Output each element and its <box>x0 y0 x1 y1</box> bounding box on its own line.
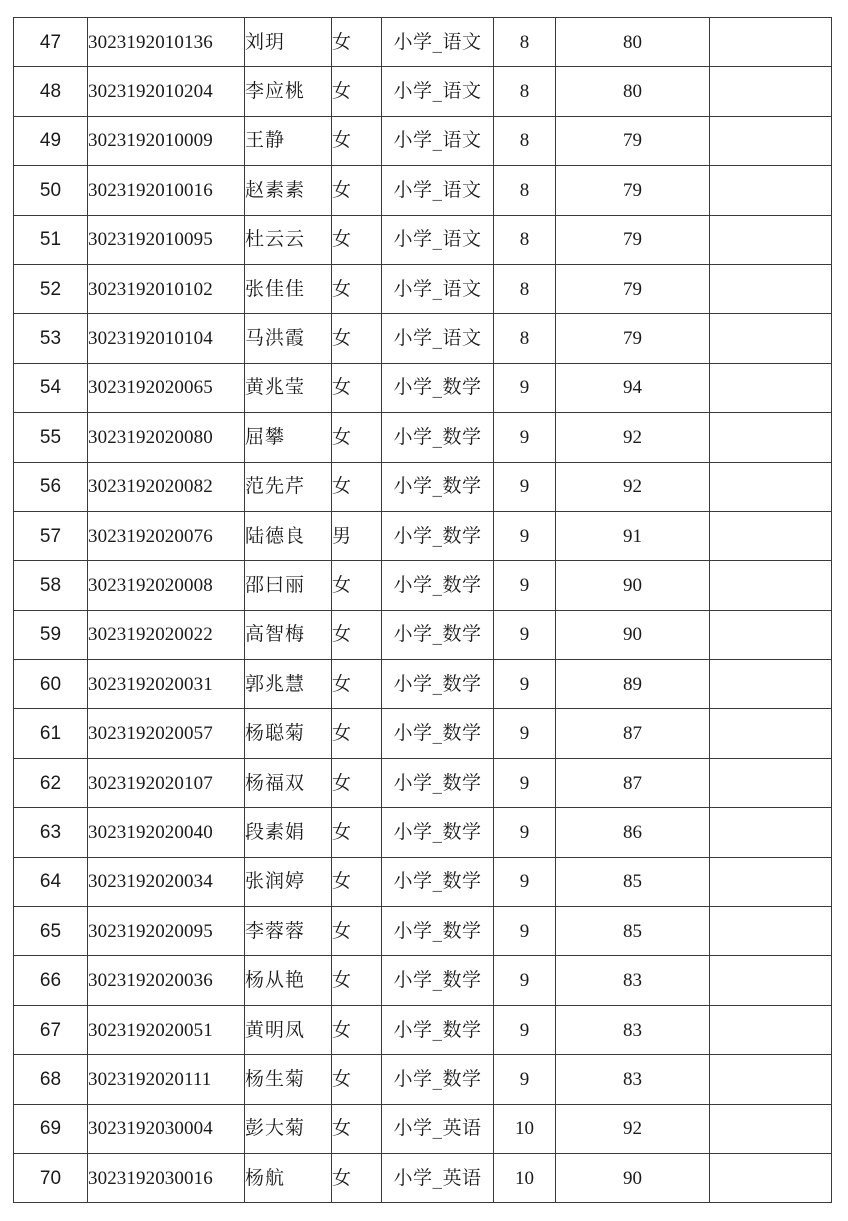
seq-number-cell: 61 <box>14 709 88 758</box>
exam-id-cell: 3023192020057 <box>88 709 245 758</box>
subject-cell: 小学_数学 <box>382 907 494 956</box>
table-row <box>14 314 832 363</box>
table-row <box>14 956 832 1005</box>
name-cell: 赵素素 <box>245 166 332 215</box>
remark-cell <box>710 758 832 807</box>
name-cell: 张佳佳 <box>245 264 332 313</box>
remark-cell <box>710 1055 832 1104</box>
table-row <box>14 18 832 67</box>
seq-number-cell: 48 <box>14 67 88 116</box>
group-cell: 9 <box>494 956 556 1005</box>
name-cell: 杜云云 <box>245 215 332 264</box>
seq-number-cell: 64 <box>14 857 88 906</box>
subject-cell: 小学_数学 <box>382 660 494 709</box>
name-cell: 段素娟 <box>245 808 332 857</box>
remark-cell <box>710 857 832 906</box>
gender-cell: 女 <box>332 363 382 412</box>
group-cell: 9 <box>494 808 556 857</box>
score-cell: 79 <box>556 116 710 165</box>
score-cell: 83 <box>556 1055 710 1104</box>
score-cell: 79 <box>556 264 710 313</box>
seq-number-cell: 66 <box>14 956 88 1005</box>
name-cell: 黄明凤 <box>245 1005 332 1054</box>
remark-cell <box>710 561 832 610</box>
exam-id-cell: 3023192010104 <box>88 314 245 363</box>
name-cell: 杨聪菊 <box>245 709 332 758</box>
remark-cell <box>710 413 832 462</box>
exam-id-cell: 3023192020008 <box>88 561 245 610</box>
group-cell: 10 <box>494 1104 556 1153</box>
seq-number-cell: 58 <box>14 561 88 610</box>
group-cell: 9 <box>494 758 556 807</box>
seq-number-cell: 47 <box>14 18 88 67</box>
roster-body <box>14 18 832 1203</box>
group-cell: 8 <box>494 166 556 215</box>
group-cell: 9 <box>494 660 556 709</box>
name-cell: 杨福双 <box>245 758 332 807</box>
gender-cell: 女 <box>332 1153 382 1202</box>
seq-number-cell: 54 <box>14 363 88 412</box>
group-cell: 10 <box>494 1153 556 1202</box>
gender-cell: 女 <box>332 314 382 363</box>
group-cell: 8 <box>494 215 556 264</box>
remark-cell <box>710 660 832 709</box>
name-cell: 李应桃 <box>245 67 332 116</box>
roster-sheet <box>13 17 832 1203</box>
score-cell: 90 <box>556 1153 710 1202</box>
score-cell: 83 <box>556 1005 710 1054</box>
score-cell: 90 <box>556 610 710 659</box>
score-cell: 79 <box>556 166 710 215</box>
remark-cell <box>710 462 832 511</box>
exam-id-cell: 3023192020034 <box>88 857 245 906</box>
subject-cell: 小学_语文 <box>382 264 494 313</box>
gender-cell: 女 <box>332 18 382 67</box>
exam-id-cell: 3023192020031 <box>88 660 245 709</box>
gender-cell: 男 <box>332 511 382 560</box>
group-cell: 9 <box>494 413 556 462</box>
gender-cell: 女 <box>332 956 382 1005</box>
roster-table <box>13 17 832 1203</box>
table-row <box>14 67 832 116</box>
seq-number-cell: 57 <box>14 511 88 560</box>
subject-cell: 小学_语文 <box>382 67 494 116</box>
seq-number-cell: 67 <box>14 1005 88 1054</box>
gender-cell: 女 <box>332 808 382 857</box>
gender-cell: 女 <box>332 215 382 264</box>
subject-cell: 小学_语文 <box>382 215 494 264</box>
remark-cell <box>710 709 832 758</box>
group-cell: 9 <box>494 561 556 610</box>
name-cell: 杨从艳 <box>245 956 332 1005</box>
group-cell: 8 <box>494 67 556 116</box>
gender-cell: 女 <box>332 907 382 956</box>
table-row <box>14 1104 832 1153</box>
remark-cell <box>710 116 832 165</box>
table-row <box>14 709 832 758</box>
gender-cell: 女 <box>332 1055 382 1104</box>
score-cell: 85 <box>556 907 710 956</box>
subject-cell: 小学_英语 <box>382 1104 494 1153</box>
score-cell: 91 <box>556 511 710 560</box>
group-cell: 8 <box>494 116 556 165</box>
remark-cell <box>710 67 832 116</box>
exam-id-cell: 3023192020040 <box>88 808 245 857</box>
exam-id-cell: 3023192030016 <box>88 1153 245 1202</box>
group-cell: 9 <box>494 610 556 659</box>
subject-cell: 小学_语文 <box>382 116 494 165</box>
name-cell: 范先芹 <box>245 462 332 511</box>
subject-cell: 小学_语文 <box>382 166 494 215</box>
name-cell: 马洪霞 <box>245 314 332 363</box>
exam-id-cell: 3023192010016 <box>88 166 245 215</box>
remark-cell <box>710 511 832 560</box>
gender-cell: 女 <box>332 166 382 215</box>
gender-cell: 女 <box>332 660 382 709</box>
name-cell: 张润婷 <box>245 857 332 906</box>
exam-id-cell: 3023192020022 <box>88 610 245 659</box>
group-cell: 9 <box>494 363 556 412</box>
remark-cell <box>710 808 832 857</box>
gender-cell: 女 <box>332 857 382 906</box>
group-cell: 9 <box>494 511 556 560</box>
gender-cell: 女 <box>332 758 382 807</box>
name-cell: 邵曰丽 <box>245 561 332 610</box>
exam-id-cell: 3023192010095 <box>88 215 245 264</box>
table-row <box>14 758 832 807</box>
exam-id-cell: 3023192010102 <box>88 264 245 313</box>
score-cell: 86 <box>556 808 710 857</box>
table-row <box>14 561 832 610</box>
table-row <box>14 857 832 906</box>
remark-cell <box>710 1153 832 1202</box>
group-cell: 9 <box>494 907 556 956</box>
table-row <box>14 511 832 560</box>
subject-cell: 小学_数学 <box>382 709 494 758</box>
table-row <box>14 215 832 264</box>
subject-cell: 小学_数学 <box>382 610 494 659</box>
exam-id-cell: 3023192020107 <box>88 758 245 807</box>
remark-cell <box>710 264 832 313</box>
group-cell: 9 <box>494 857 556 906</box>
name-cell: 黄兆莹 <box>245 363 332 412</box>
gender-cell: 女 <box>332 1104 382 1153</box>
subject-cell: 小学_数学 <box>382 758 494 807</box>
name-cell: 彭大菊 <box>245 1104 332 1153</box>
table-row <box>14 116 832 165</box>
subject-cell: 小学_数学 <box>382 511 494 560</box>
score-cell: 83 <box>556 956 710 1005</box>
seq-number-cell: 62 <box>14 758 88 807</box>
gender-cell: 女 <box>332 709 382 758</box>
remark-cell <box>710 610 832 659</box>
table-row <box>14 660 832 709</box>
subject-cell: 小学_数学 <box>382 808 494 857</box>
exam-id-cell: 3023192020036 <box>88 956 245 1005</box>
group-cell: 9 <box>494 462 556 511</box>
remark-cell <box>710 18 832 67</box>
remark-cell <box>710 1104 832 1153</box>
name-cell: 王静 <box>245 116 332 165</box>
seq-number-cell: 49 <box>14 116 88 165</box>
table-row <box>14 264 832 313</box>
gender-cell: 女 <box>332 561 382 610</box>
table-row <box>14 1055 832 1104</box>
seq-number-cell: 53 <box>14 314 88 363</box>
table-row <box>14 166 832 215</box>
subject-cell: 小学_数学 <box>382 956 494 1005</box>
score-cell: 90 <box>556 561 710 610</box>
score-cell: 80 <box>556 18 710 67</box>
seq-number-cell: 69 <box>14 1104 88 1153</box>
remark-cell <box>710 907 832 956</box>
group-cell: 8 <box>494 314 556 363</box>
remark-cell <box>710 166 832 215</box>
gender-cell: 女 <box>332 610 382 659</box>
score-cell: 94 <box>556 363 710 412</box>
remark-cell <box>710 1005 832 1054</box>
group-cell: 8 <box>494 18 556 67</box>
score-cell: 92 <box>556 1104 710 1153</box>
exam-id-cell: 3023192010204 <box>88 67 245 116</box>
table-row <box>14 907 832 956</box>
exam-id-cell: 3023192020076 <box>88 511 245 560</box>
subject-cell: 小学_英语 <box>382 1153 494 1202</box>
group-cell: 9 <box>494 1055 556 1104</box>
gender-cell: 女 <box>332 462 382 511</box>
name-cell: 杨生菊 <box>245 1055 332 1104</box>
name-cell: 李蓉蓉 <box>245 907 332 956</box>
gender-cell: 女 <box>332 1005 382 1054</box>
score-cell: 79 <box>556 215 710 264</box>
table-row <box>14 610 832 659</box>
seq-number-cell: 56 <box>14 462 88 511</box>
seq-number-cell: 63 <box>14 808 88 857</box>
table-row <box>14 363 832 412</box>
subject-cell: 小学_数学 <box>382 561 494 610</box>
remark-cell <box>710 314 832 363</box>
group-cell: 9 <box>494 709 556 758</box>
remark-cell <box>710 363 832 412</box>
exam-id-cell: 3023192020080 <box>88 413 245 462</box>
score-cell: 92 <box>556 462 710 511</box>
name-cell: 陆德良 <box>245 511 332 560</box>
table-row <box>14 413 832 462</box>
subject-cell: 小学_语文 <box>382 314 494 363</box>
exam-id-cell: 3023192020051 <box>88 1005 245 1054</box>
gender-cell: 女 <box>332 264 382 313</box>
subject-cell: 小学_数学 <box>382 1005 494 1054</box>
score-cell: 89 <box>556 660 710 709</box>
subject-cell: 小学_数学 <box>382 1055 494 1104</box>
subject-cell: 小学_数学 <box>382 462 494 511</box>
subject-cell: 小学_数学 <box>382 363 494 412</box>
group-cell: 8 <box>494 264 556 313</box>
name-cell: 刘玥 <box>245 18 332 67</box>
table-row <box>14 462 832 511</box>
group-cell: 9 <box>494 1005 556 1054</box>
exam-id-cell: 3023192020095 <box>88 907 245 956</box>
subject-cell: 小学_语文 <box>382 18 494 67</box>
seq-number-cell: 70 <box>14 1153 88 1202</box>
subject-cell: 小学_数学 <box>382 857 494 906</box>
exam-id-cell: 3023192030004 <box>88 1104 245 1153</box>
gender-cell: 女 <box>332 67 382 116</box>
gender-cell: 女 <box>332 413 382 462</box>
table-row <box>14 1005 832 1054</box>
seq-number-cell: 60 <box>14 660 88 709</box>
name-cell: 郭兆慧 <box>245 660 332 709</box>
exam-id-cell: 3023192010136 <box>88 18 245 67</box>
score-cell: 87 <box>556 709 710 758</box>
score-cell: 85 <box>556 857 710 906</box>
seq-number-cell: 52 <box>14 264 88 313</box>
seq-number-cell: 51 <box>14 215 88 264</box>
exam-id-cell: 3023192020082 <box>88 462 245 511</box>
table-row <box>14 1153 832 1202</box>
seq-number-cell: 55 <box>14 413 88 462</box>
remark-cell <box>710 215 832 264</box>
name-cell: 杨航 <box>245 1153 332 1202</box>
gender-cell: 女 <box>332 116 382 165</box>
exam-id-cell: 3023192010009 <box>88 116 245 165</box>
seq-number-cell: 50 <box>14 166 88 215</box>
remark-cell <box>710 956 832 1005</box>
score-cell: 79 <box>556 314 710 363</box>
subject-cell: 小学_数学 <box>382 413 494 462</box>
seq-number-cell: 68 <box>14 1055 88 1104</box>
exam-id-cell: 3023192020065 <box>88 363 245 412</box>
exam-id-cell: 3023192020111 <box>88 1055 245 1104</box>
score-cell: 87 <box>556 758 710 807</box>
name-cell: 屈攀 <box>245 413 332 462</box>
score-cell: 92 <box>556 413 710 462</box>
score-cell: 80 <box>556 67 710 116</box>
name-cell: 高智梅 <box>245 610 332 659</box>
seq-number-cell: 59 <box>14 610 88 659</box>
seq-number-cell: 65 <box>14 907 88 956</box>
table-row <box>14 808 832 857</box>
